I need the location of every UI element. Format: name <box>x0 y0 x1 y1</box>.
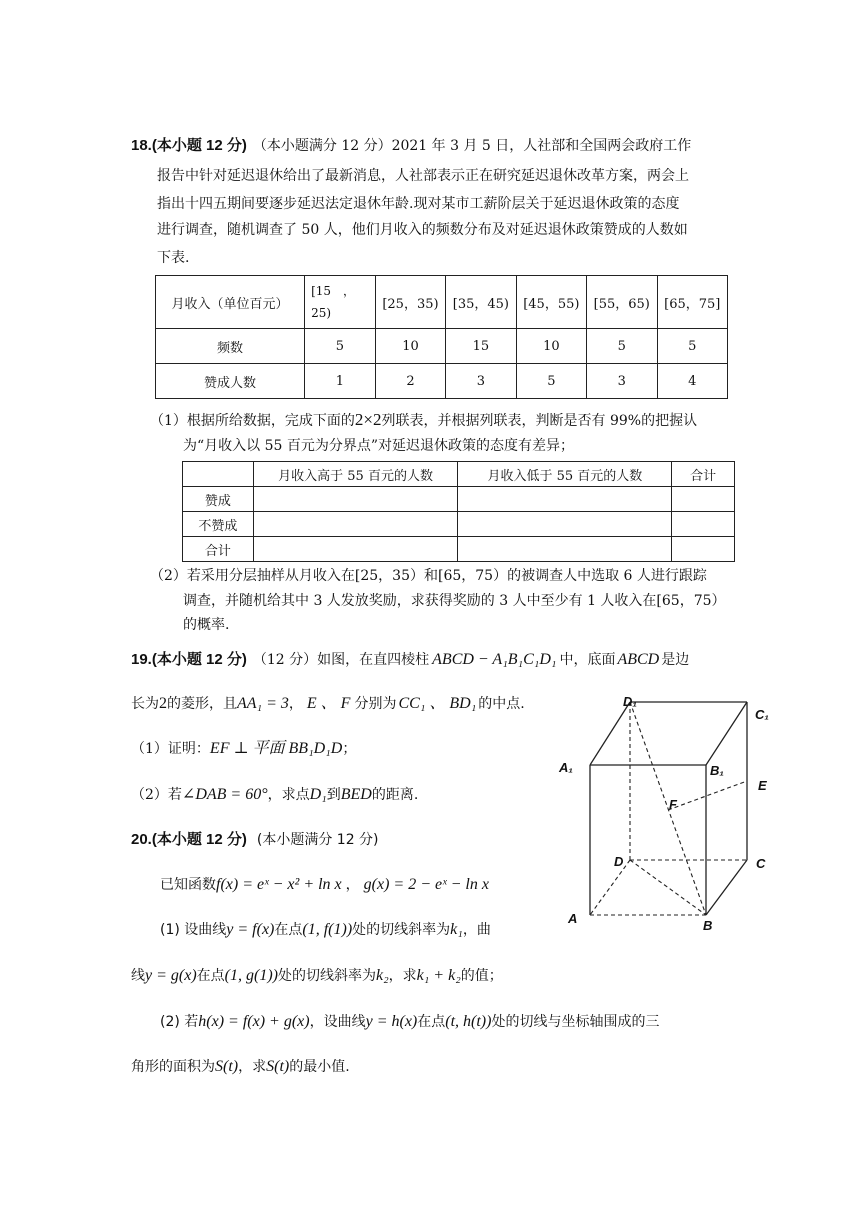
q18-part1-line-1 <box>150 410 697 431</box>
q20-p2-s: S(t) <box>215 1058 239 1075</box>
q19-part2 <box>131 785 418 805</box>
q19-aa1: AA₁ = 3 <box>237 695 289 712</box>
contingency-header-total: 合计 <box>672 462 735 487</box>
label-b1: B₁ <box>710 763 724 778</box>
income-header-label: 月收入（单位百元） <box>156 276 305 329</box>
q19-part1-label: （1）证明： <box>131 741 210 757</box>
table-row <box>183 512 735 537</box>
table-cell: 4 <box>657 364 728 399</box>
label-d: D <box>614 854 624 869</box>
q20-p2-point: (t, h(t)) <box>445 1013 492 1030</box>
table-cell[interactable] <box>458 512 672 537</box>
q18-part1-line-2 <box>183 436 574 456</box>
q19-text-e: 的中点. <box>478 696 525 712</box>
q20-g-def: g(x) = 2 − eˣ − ln x <box>363 876 489 893</box>
table-cell[interactable] <box>458 487 672 512</box>
table-row <box>156 364 728 399</box>
q18-score: (本小题 12 分) <box>151 137 247 154</box>
label-c: C <box>756 856 766 871</box>
table-cell[interactable] <box>253 537 458 562</box>
contingency-table <box>182 461 735 562</box>
row-label: 赞成人数 <box>156 364 305 399</box>
q19-ef: E 、 F <box>306 695 351 712</box>
label-e: E <box>758 778 767 793</box>
q20-p1-d: ，曲 <box>462 922 491 938</box>
q20-p2-c: 在点 <box>417 1014 446 1030</box>
q20-p1-a: (1) 设曲线 <box>160 922 227 938</box>
q19-text-end: 是边 <box>661 652 690 668</box>
q19-part2-label: （2）若 <box>131 787 182 803</box>
q20-p1-curve: y = f(x) <box>226 921 275 938</box>
table-cell: 1 <box>305 364 376 399</box>
q20-given-label: 已知函数 <box>160 877 216 893</box>
q20-p2-d: 处的切线与坐标轴围成的三 <box>491 1014 660 1030</box>
q20-p1-b: 在点 <box>274 922 303 938</box>
table-cell: 5 <box>587 329 657 364</box>
q19-part2-end: 的距离. <box>371 787 419 803</box>
label-a: A <box>568 911 578 926</box>
q18-part1-text: 为“月收入以 55 百元为分界点”对延迟退休政策的态度有差异； <box>183 438 575 454</box>
table-cell: 5 <box>305 329 376 364</box>
contingency-header-low: 月收入低于 55 百元的人数 <box>458 462 672 487</box>
q19-part2-to: 到 <box>326 787 341 803</box>
q20-part1-line-2 <box>131 966 503 986</box>
q19-number: 19. <box>131 651 152 668</box>
q20-f-def: f(x) = eˣ − x² + ln x <box>216 876 342 893</box>
q18-text-5: 下表. <box>157 250 190 266</box>
q19-part1 <box>131 739 356 759</box>
table-row <box>183 537 735 562</box>
q20-p2-e: 角形的面积为 <box>131 1059 215 1075</box>
q20-p1-point: (1, f(1)) <box>302 921 353 938</box>
q18-part2-line-2 <box>183 591 726 611</box>
contingency-header-high: 月收入高于 55 百元的人数 <box>253 462 458 487</box>
prism-figure <box>555 690 780 935</box>
q19-line-1 <box>131 650 689 670</box>
table-cell[interactable] <box>253 487 458 512</box>
table-cell[interactable] <box>672 537 735 562</box>
q19-text: （12 分）如图，在直四棱柱 <box>252 652 430 668</box>
q19-score: (本小题 12 分) <box>151 651 247 668</box>
q20-part1-line-1 <box>160 920 491 940</box>
q19-part1-end: ； <box>342 741 357 757</box>
q20-p1-sum: k₁ + k₂ <box>416 967 461 984</box>
q18-text-2: 报告中针对延迟退休给出了最新消息，人社部表示正在研究延迟退休改革方案，两会上 <box>157 168 689 184</box>
q20-p2-b: ，设曲线 <box>309 1014 366 1030</box>
row-label: 赞成 <box>183 487 254 512</box>
q20-number: 20. <box>131 831 152 848</box>
table-cell: 10 <box>516 329 586 364</box>
table-row <box>183 487 735 512</box>
income-table-header <box>156 276 728 329</box>
q20-p2-g: 的最小值. <box>289 1059 350 1075</box>
q19-part2-d1: D₁ <box>309 786 327 803</box>
row-label: 不赞成 <box>183 512 254 537</box>
q20-p2-f: ，求 <box>238 1059 267 1075</box>
label-d1: D₁ <box>623 694 637 709</box>
interval-cell: [45，55) <box>516 276 586 329</box>
q18-part2-line-3 <box>183 615 229 635</box>
q19-side: 2 <box>159 695 167 712</box>
q19-base: ABCD <box>617 651 660 668</box>
q20-p2-curve: y = h(x) <box>365 1013 418 1030</box>
q19-text-a: 长为 <box>131 696 159 712</box>
row-label: 频数 <box>156 329 305 364</box>
q19-line-2 <box>131 694 525 714</box>
table-cell[interactable] <box>672 487 735 512</box>
label-a1: A₁ <box>559 760 573 775</box>
table-cell[interactable] <box>672 512 735 537</box>
q20-score: (本小题 12 分) <box>151 831 247 848</box>
q19-cc1: CC₁ 、 BD₁ <box>398 695 477 712</box>
contingency-header <box>183 462 735 487</box>
table-cell: 3 <box>446 364 516 399</box>
q20-p1-h: ，求 <box>388 968 417 984</box>
interval-cell: [35，45) <box>446 276 516 329</box>
interval-cell: [25，35) <box>375 276 445 329</box>
q19-text-mid: 中，底面 <box>559 652 616 668</box>
contingency-corner <box>183 462 254 487</box>
table-cell: 10 <box>375 329 445 364</box>
q18-part1-suffix: 列联表，并根据列联表，判断是否有 99%的把握认 <box>381 413 698 429</box>
table-row <box>156 329 728 364</box>
q18-part1-math: 2×2 <box>354 410 382 429</box>
q18-line-5 <box>157 248 189 268</box>
label-f: F <box>669 797 677 812</box>
q19-part2-bed: BED <box>340 786 372 803</box>
q18-part2-text-3: 的概率. <box>183 617 230 633</box>
table-cell: 5 <box>657 329 728 364</box>
q18-part2-text-2: 调查，并随机给其中 3 人发放奖励，求获得奖励的 3 人中至少有 1 人收入在[65，75） <box>183 593 726 609</box>
q20-given <box>160 875 489 895</box>
q20-p2-h: h(x) = f(x) + g(x) <box>198 1013 310 1030</box>
q18-line-2 <box>157 166 689 186</box>
q19-text-c: ， <box>288 696 303 712</box>
q20-p1-k1: k₁ <box>450 921 463 938</box>
q19-part2-text: ，求点 <box>267 787 310 803</box>
q19-part2-math: ∠DAB = 60° <box>181 786 268 803</box>
q20-part2-line-1 <box>160 1012 659 1032</box>
q20-given-sep: ， <box>345 877 360 893</box>
q20-p1-curve2: y = g(x) <box>145 967 197 984</box>
label-c1: C₁ <box>755 707 769 722</box>
row-label: 合计 <box>183 537 254 562</box>
q20-p1-g: 处的切线斜率为 <box>277 968 376 984</box>
q20-p1-point2: (1, g(1)) <box>224 967 278 984</box>
q20-p1-f: 在点 <box>196 968 225 984</box>
q18-number: 18. <box>131 137 152 154</box>
q18-line-4 <box>157 220 688 240</box>
interval-cell: [55，65) <box>587 276 657 329</box>
q20-p1-i: 的值； <box>460 968 503 984</box>
q18-line-3 <box>157 194 679 214</box>
q18-text-3: 指出十四五期间要逐步延迟法定退休年龄.现对某市工薪阶层关于延迟退休政策的态度 <box>157 196 680 212</box>
table-cell: 3 <box>587 364 657 399</box>
q20-p2-s2: S(t) <box>266 1058 290 1075</box>
q20-note: (本小题满分 12 分) <box>256 832 379 848</box>
label-b: B <box>703 918 713 933</box>
q18-part1-prefix: （1）根据所给数据，完成下面的 <box>150 413 355 429</box>
q19-text-b: 的菱形，且 <box>167 696 237 712</box>
q18-part2-line-1 <box>150 566 707 586</box>
interval-cell: [65，75] <box>657 276 728 329</box>
q20-p1-e: 线 <box>131 968 145 984</box>
q20-p2-a: (2) 若 <box>160 1014 199 1030</box>
table-cell: 2 <box>375 364 445 399</box>
table-cell: 5 <box>516 364 586 399</box>
q19-text-d: 分别为 <box>354 696 397 712</box>
interval-cell: [15 ，25) <box>305 276 376 329</box>
q18-line-1 <box>131 136 691 156</box>
table-cell[interactable] <box>458 537 672 562</box>
q18-part2-text-1: （2）若采用分层抽样从月收入在[25，35）和[65，75）的被调查人中选取 6 人进行跟踪 <box>150 568 707 584</box>
q20-part2-line-2 <box>131 1057 350 1077</box>
income-table <box>155 275 728 399</box>
table-cell[interactable] <box>253 512 458 537</box>
q20-line-1 <box>131 830 379 850</box>
q18-text-4: 进行调查，随机调查了 50 人，他们月收入的频数分布及对延迟退休政策赞成的人数如 <box>157 222 688 238</box>
q19-prism: ABCD − A₁B₁C₁D₁ <box>432 651 557 668</box>
table-cell: 15 <box>446 329 516 364</box>
q18-text-1: （本小题满分 12 分）2021 年 3 月 5 日，人社部和全国两会政府工作 <box>252 138 692 154</box>
q20-p1-k2: k₂ <box>375 967 389 984</box>
q20-p1-c: 处的切线斜率为 <box>352 922 451 938</box>
q19-part1-math: EF ⊥ 平面 BB₁D₁D <box>209 740 343 757</box>
